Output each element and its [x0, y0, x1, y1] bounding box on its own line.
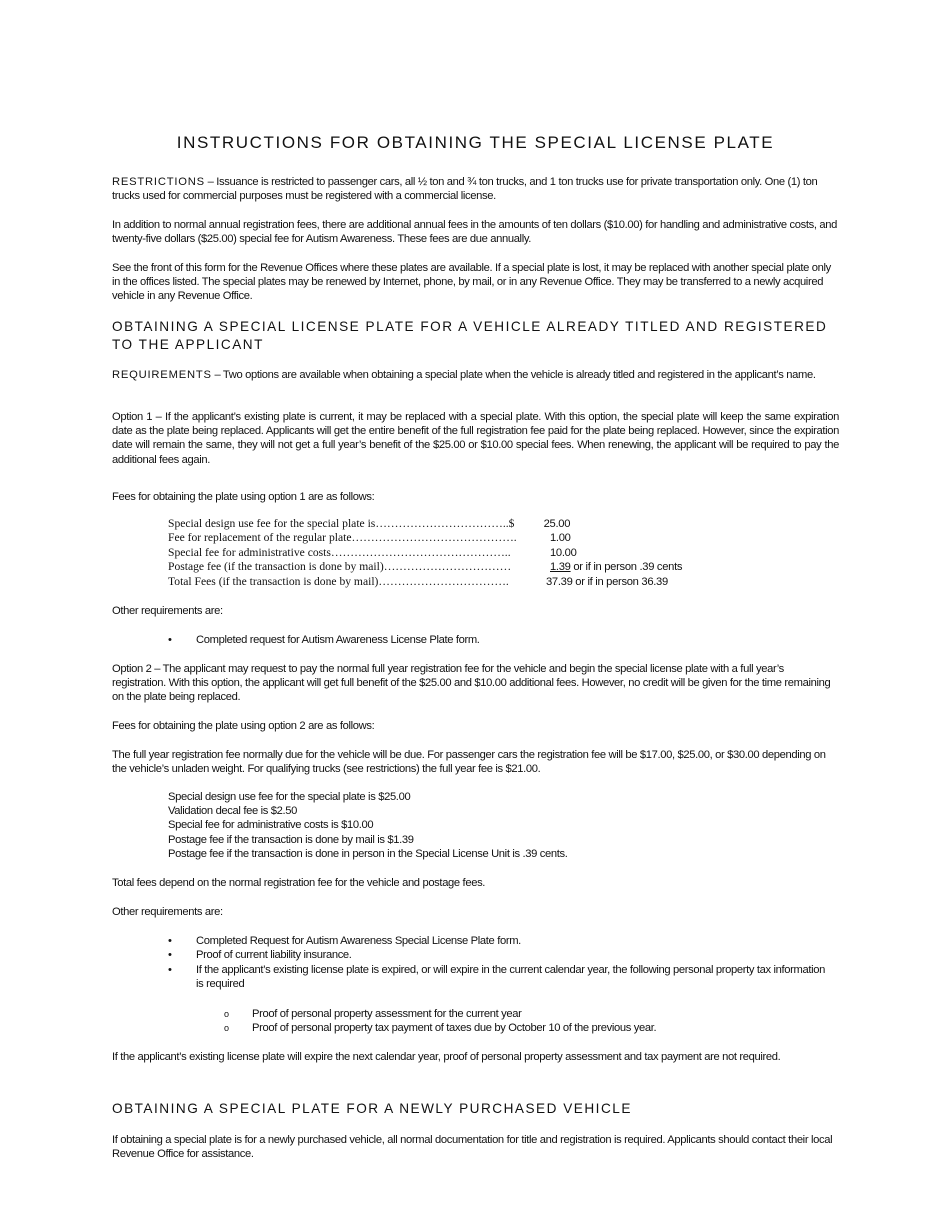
- fee-label: Postage fee (if the transaction is done by mail)……………………………: [168, 560, 512, 574]
- option2-fees-intro: Fees for obtaining the plate using option 2 are as follows:: [112, 720, 375, 732]
- fee-label: Fee for replacement of the regular plate…………………………………….: [168, 531, 517, 545]
- bullet-icon: •: [168, 634, 172, 646]
- fee-line: Postage fee if the transaction is done by mail is $1.39: [168, 833, 414, 846]
- option2-label: Option 2: [112, 663, 152, 675]
- list-item: [168, 633, 828, 647]
- option2-paragraph: [112, 662, 839, 705]
- option2-total-text: Total fees depend on the normal registration fee for the vehicle and postage fees.: [112, 877, 486, 889]
- fee-value: 37.39: [546, 575, 573, 588]
- fee-line: Postage fee if the transaction is done in person in the Special License Unit is .39 cents.: [168, 847, 568, 860]
- offices-paragraph: See the front of this form for the Revenue Offices where these plates are available. If a special plate is lost, it may be replaced with another special plate only in the offices listed. The special plates may be renewed by Internet, phone, by mail, or in any Revenue Office. They may be transferred to a newly acquired vehicle in any Revenue Office.: [112, 262, 831, 303]
- new-vehicle-paragraph: If obtaining a special plate is for a newly purchased vehicle, all normal documentation for title and registration is required. Applicants should contact their local Revenue Office for assistance.: [112, 1134, 833, 1161]
- list-item-text: If the applicant’s existing license plate is expired, or will expire in the current calendar year, the following personal property tax information is required: [196, 963, 826, 991]
- option1-paragraph: [112, 410, 839, 467]
- fee-row: [168, 517, 768, 531]
- option2-registration-paragraph: The full year registration fee normally due for the vehicle will be due. For passenger cars the registration fee will be $17.00, $25.00, or $30.00 depending on the vehicle’s unladen weight. For qualifying trucks (see restrictions) the full year fee is $21.00.: [112, 749, 826, 776]
- additional-fees-paragraph: In addition to normal annual registration fees, there are additional annual fees in the amounts of ten dollars ($10.00) for handling and administrative costs, and twenty-five dollars ($25.00) special fee for Autism Awareness. These fees are due annually.: [112, 219, 838, 246]
- fee-label: Total Fees (if the transaction is done by mail)…………………………….: [168, 574, 509, 588]
- section-heading-new-vehicle: OBTAINING A SPECIAL PLATE FOR A NEWLY PURCHASED VEHICLE: [112, 1101, 632, 1116]
- option2-other-requirements-label: Other requirements are:: [112, 906, 223, 918]
- page-title: INSTRUCTIONS FOR OBTAINING THE SPECIAL LICENSE PLATE: [176, 133, 775, 152]
- bullet-icon: •: [168, 935, 172, 947]
- bullet-icon: •: [168, 949, 172, 962]
- list-item: [168, 948, 828, 962]
- fee-value: 25.00: [538, 518, 571, 530]
- fee-row: [168, 531, 768, 545]
- sub-list-item: [224, 1021, 656, 1035]
- requirements-text: – Two options are available when obtaining a special plate when the vehicle is already titled and registered in the applicant’s name.: [211, 369, 816, 381]
- next-year-note: If the applicant’s existing license plate will expire the next calendar year, proof of personal property assessment and tax payment are not required.: [112, 1051, 781, 1063]
- circle-bullet-icon: o: [224, 1023, 229, 1034]
- list-item-text: Proof of current liability insurance.: [196, 949, 352, 962]
- option2-text: – The applicant may request to pay the normal full year registration fee for the vehicle and begin the special license plate with a full year’s registration. With this option, the applicant will get full benefit of the $25.00 and $10.00 additional fees. However, no credit will be given for the time remaining on the plate being replaced.: [112, 663, 831, 704]
- option1-fees-intro: Fees for obtaining the plate using option 1 are as follows:: [112, 491, 375, 503]
- option1-label: Option 1: [112, 411, 153, 423]
- list-item-text: Proof of personal property assessment for the current year: [252, 1008, 522, 1020]
- bullet-icon: •: [168, 963, 172, 976]
- fee-line: Special fee for administrative costs is $10.00: [168, 819, 374, 832]
- fee-value: 1.00: [550, 532, 571, 545]
- option1-fee-table: [168, 517, 768, 589]
- option1-other-requirements-label: Other requirements are:: [112, 605, 223, 617]
- option2-fee-list: [168, 790, 567, 861]
- list-item-text: Proof of personal property tax payment of taxes due by October 10 of the previous year.: [252, 1022, 657, 1035]
- option1-text: – If the applicant’s existing plate is current, it may be replaced with a special plate. With this option, the special plate will keep the same expiration date as the plate being replaced. Applicants will get the entire benefit of the full registration fee paid for the plate being replaced. However, since the expiration date will remain the same, they will not get a full year’s benefit of the $25.00 or $10.00 special fees. When renewing, the applicant will be required to pay the additional fees again.: [112, 411, 839, 466]
- fee-row: [168, 560, 768, 574]
- fee-label: Special design use fee for the special plate is……………………………..$: [168, 517, 515, 530]
- fee-line: Special design use fee for the special plate is $25.00: [168, 791, 411, 803]
- restrictions-label: RESTRICTIONS: [112, 176, 205, 188]
- list-item-text: Completed Request for Autism Awareness Special License Plate form.: [196, 935, 521, 947]
- fee-value: 1.39: [550, 561, 571, 574]
- option2-requirements-list: [168, 934, 828, 992]
- requirements-label: REQUIREMENTS: [112, 369, 212, 381]
- fee-label: Special fee for administrative costs………………………………………..: [168, 545, 511, 559]
- list-item: [168, 963, 828, 992]
- restrictions-paragraph: [112, 175, 839, 203]
- section-heading-existing-vehicle: OBTAINING A SPECIAL LICENSE PLATE FOR A VEHICLE ALREADY TITLED AND REGISTERED TO THE APPLICANT: [112, 319, 828, 352]
- sub-list-item: [224, 1007, 656, 1021]
- restrictions-text: – Issuance is restricted to passenger cars, all ½ ton and ¾ ton trucks, and 1 ton trucks use for private transportation only. One (1) ton trucks used for commercial purposes must be registered with a commercial license.: [112, 176, 818, 203]
- fee-value: 10.00: [550, 546, 577, 559]
- fee-row: [168, 546, 768, 560]
- fee-line: Validation decal fee is $2.50: [168, 805, 297, 818]
- requirements-paragraph: [112, 368, 839, 382]
- list-item: [168, 934, 828, 948]
- tax-requirements-sublist: [224, 1007, 656, 1036]
- list-item-text: Completed request for Autism Awareness License Plate form.: [196, 634, 480, 646]
- fee-suffix: or if in person .39 cents: [570, 561, 683, 574]
- fee-suffix: or if in person 36.39: [572, 575, 668, 588]
- option1-requirements-list: [168, 633, 828, 647]
- circle-bullet-icon: o: [224, 1009, 229, 1019]
- fee-row-total: [168, 575, 768, 589]
